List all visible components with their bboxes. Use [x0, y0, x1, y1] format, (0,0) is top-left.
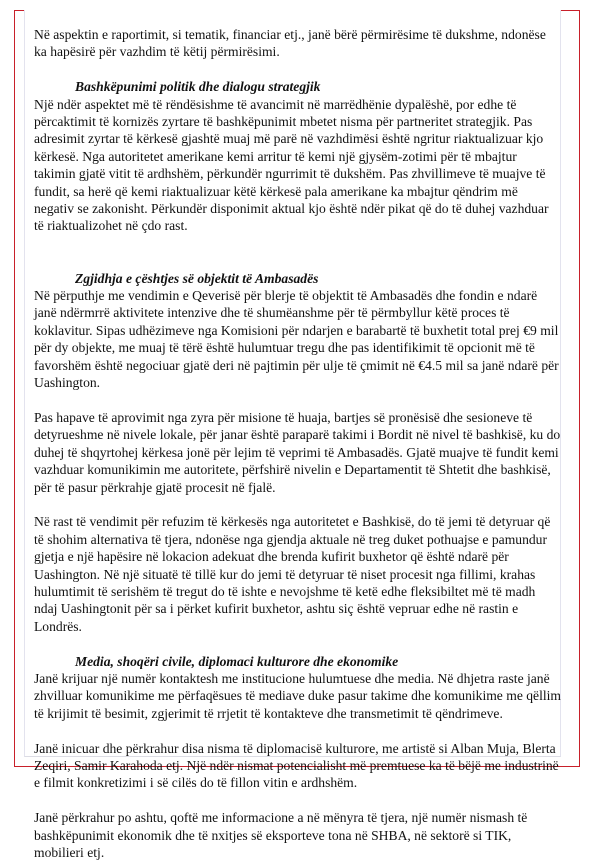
intro-paragraph: Në aspektin e raportimit, si tematik, financiar etj., janë bërë përmirësime të dukshme, ndonëse ka hapësirë për vazhdim të këtij përmirësimi. [34, 27, 546, 60]
document-page [24, 10, 561, 860]
paragraph: Janë përkrahur po ashtu, qoftë me informacione a në mënyra të tjera, një numër nismash të bashkëpunimit ekonomik dhe të nxitjes së eksporteve tona në SHBA, në sektorë si TIK, mobilieri etj. [34, 810, 528, 860]
paragraph: Pas hapave të aprovimit nga zyra për misione të huaja, bartjes së pronësisë dhe sesioneve të detyrueshme në nivele lokale, për janar është paraparë takimi i Bordit në nivel të bashkisë, ku do duhej të shqyrtohej kërkesa jonë për lejim të veprimi të Ambasadës. Gjatë muajve të fundit kemi vazhduar komunikimin me autoritete, përfshirë nivelin e Departamentit të Shtetit dhe bashkisë, për të pasur përkrahje gjatë procesit në fjalë. [34, 409, 561, 495]
paragraph: Një ndër aspektet më të rëndësishme të avancimit në marrëdhënie dypalëshë, por edhe të përcaktimit të kornizës zyrtare të bashkëpunimit mbetet nisma për partneritet strategjik. Pas adresimit zyrtar të kërkesë gjashtë muaj më parë në vazhdimësi është ngritur riaktualizuar kjo kërkesë. Nga autoritetet amerikane kemi arritur të kemi një gjysëm-zotimi për të mbajtur takimin gjatë vitit të ardhshëm, përkundër ngurrimit të dukshëm. Pas zhvillimeve të muajve të fundit, sa herë që kemi riaktualizuar këtë kërkesë pala amerikane ka mbajtur qëndrim më negativ se zakonisht. Përkundër disponimit aktual kjo është ndër pikat që do të duhej vazhduar të riaktualizohet në çdo rast. [34, 96, 549, 234]
section-heading-political: Bashkëpunimi politik dhe dialogu strategjik [75, 79, 321, 95]
paragraph: Në përputhje me vendimin e Qeverisë për blerje të objektit të Ambasadës dhe fondin e ndarë janë ndërmrrë aktivitete intenzive dhe të shumëanshme për të përmbyllur këtë proces të koklavitur. Sipas udhëzimeve nga Komisioni për ndarjen e barabartë të buxhetit total prej €9 mil për dy objekte, me muaj të tërë është hulumtuar tregu dhe pas identifikimit të opcionit më të favorshëm është negociuar gjatë deri në pajtimin për ulje të çmimit në €4.5 mil sa janë ndarë për Uashington. [34, 288, 559, 391]
section-heading-embassy: Zgjidhja e çështjes së objektit të Ambasadës [75, 270, 319, 286]
paragraph: Në rast të vendimit për refuzim të kërkesës nga autoritetet e Bashkisë, do të jemi të detyruar që të shohim alternativa të tjera, ndonëse nga gjendja aktuale në treg duket pothuajse e pamundur gjetja e një hapësire në lokacion adekuat dhe brenda kufirit buxhetor që është ndarë për Uashington. Në një situatë të tillë kur do jemi të detyruar të niset procesit nga fillimi, krahas hulumtimit të serishëm të tregut do të ishte e nevojshme të ketë edhe fleksibiltet më të madh ndaj Uashingtonit për sa i përket kufirit buxhetor, ashtu siç është vepruar edhe në rastin e Londrës. [34, 514, 551, 634]
document-frame [14, 10, 580, 860]
paragraph: Janë krijuar një numër kontaktesh me institucione hulumtuese dhe media. Në dhjetra raste janë zhvilluar komunikime me përfaqësues të mediave duke pasur takime dhe komunikime me qëllim të krijimit të besimit, zgjerimit të rrjetit të kontakteve dhe transmetimit të qëndrimeve. [34, 670, 561, 721]
document-content [34, 26, 561, 861]
paragraph: Janë inicuar dhe përkrahur disa nisma të diplomacisë kulturore, me artistë si Alban Muja, Blerta Zeqiri, Samir Karahoda etj. Një ndër nismat potencialisht më premtuese ka të bëjë me industrinë e filmit konkretizimi i së cilës do të fillon vitin e ardhshëm. [34, 740, 559, 791]
section-heading-media: Media, shoqëri civile, diplomaci kulturore dhe ekonomike [75, 653, 399, 669]
